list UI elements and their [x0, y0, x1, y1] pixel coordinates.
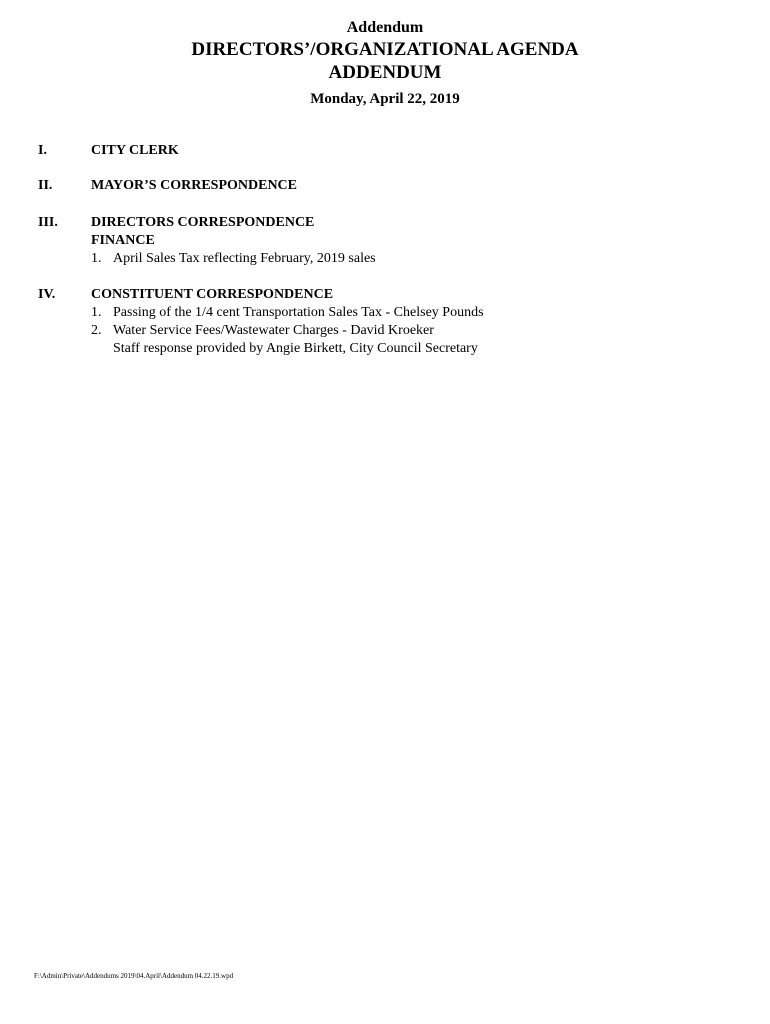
list-item [91, 322, 741, 340]
section-numeral: IV. [38, 287, 56, 302]
section-numeral: II. [38, 178, 53, 193]
section-heading: MAYOR’S CORRESPONDENCE [91, 178, 298, 193]
list-item-text: Water Service Fees/Wastewater Charges - David Kroeker [113, 323, 434, 338]
list-item-number: 2. [91, 323, 102, 338]
list-item-number: 1. [91, 251, 102, 266]
list-item-number: 1. [91, 305, 102, 320]
header-date: Monday, April 22, 2019 [310, 91, 460, 107]
section-numeral: III. [38, 215, 58, 230]
header-title-addendum: Addendum [346, 19, 424, 36]
header-title-addendum-caps: ADDENDUM [328, 62, 442, 83]
list-item-text: April Sales Tax reflecting February, 2019 sales [113, 251, 376, 266]
list-item [91, 304, 741, 322]
staff-response-note: Staff response provided by Angie Birkett, City Council Secretary [113, 341, 478, 356]
file-path-footer: F:\Admin\Private\Addendums 2019\04.April\Addendum 04.22.19.wpd [34, 972, 234, 980]
section-numeral: I. [38, 143, 47, 158]
section-heading: CITY CLERK [91, 143, 179, 158]
section-heading: DIRECTORS CORRESPONDENCE [91, 215, 315, 230]
section-heading: CONSTITUENT CORRESPONDENCE [91, 287, 334, 302]
section-subheading-finance: FINANCE [91, 233, 155, 248]
list-item-text: Passing of the 1/4 cent Transportation Sales Tax - Chelsey Pounds [113, 305, 484, 320]
header-title-agenda: DIRECTORS’/ORGANIZATIONAL AGENDA [191, 39, 579, 60]
document-header [0, 18, 770, 109]
list-item [91, 250, 741, 268]
